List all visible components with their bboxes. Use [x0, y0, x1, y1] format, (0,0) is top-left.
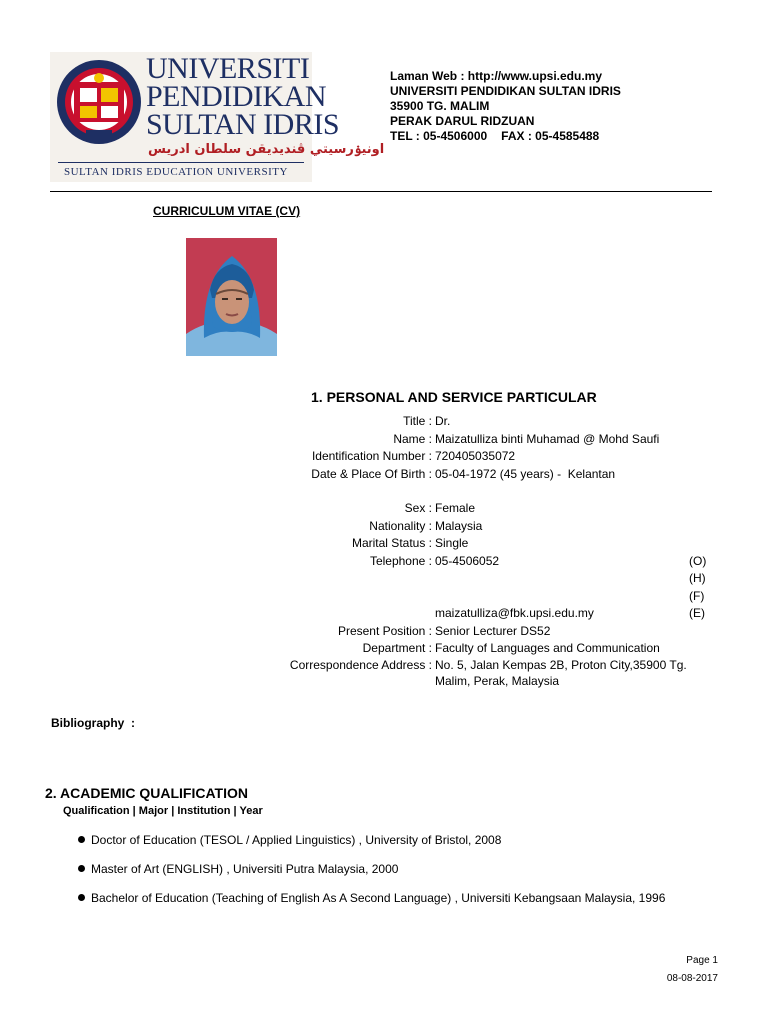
name-value: Maizatulliza binti Muhamad @ Mohd Saufi	[435, 432, 660, 446]
logo-word-sultan-idris: SULTAN IDRIS	[146, 108, 340, 141]
phone-home-tag: (H)	[689, 571, 706, 585]
header-divider	[50, 191, 712, 192]
tel-text: TEL : 05-4506000	[390, 129, 488, 143]
section-personal-heading: 1. PERSONAL AND SERVICE PARTICULAR	[311, 389, 597, 405]
qualification-text: Doctor of Education (TESOL / Applied Linguistics) , University of Bristol, 2008	[91, 833, 502, 847]
title-label: Title :	[403, 414, 432, 428]
sex-label: Sex :	[404, 501, 432, 515]
logo-word-pendidikan: PENDIDIKAN	[146, 80, 326, 113]
qualification-item	[78, 862, 398, 876]
address-value-line1: No. 5, Jalan Kempas 2B, Proton City,35900 Tg.	[435, 658, 687, 672]
phone-fax-tag: (F)	[689, 589, 705, 603]
logo-divider	[58, 162, 304, 163]
profile-photo	[186, 238, 277, 356]
qualification-text: Master of Art (ENGLISH) , Universiti Putra Malaysia, 2000	[91, 862, 399, 876]
marital-status-value: Single	[435, 536, 469, 550]
address-line-1: 35900 TG. MALIM	[390, 99, 490, 113]
name-label: Name :	[393, 432, 432, 446]
nationality-value: Malaysia	[435, 519, 483, 533]
section-academic-heading: 2. ACADEMIC QUALIFICATION	[45, 785, 248, 801]
print-date: 08-08-2017	[666, 973, 718, 984]
title-value: Dr.	[435, 414, 451, 428]
bibliography-label: Bibliography :	[51, 716, 135, 730]
university-logo	[50, 52, 385, 182]
department-value: Faculty of Languages and Communication	[435, 641, 660, 655]
logo-word-universiti: UNIVERSITI	[146, 52, 310, 85]
email-tag: (E)	[689, 606, 705, 620]
cv-title: CURRICULUM VITAE (CV)	[153, 204, 301, 218]
position-label: Present Position :	[337, 624, 432, 638]
bullet-icon	[78, 865, 85, 872]
position-value: Senior Lecturer DS52	[435, 624, 551, 638]
phone-fax-line	[390, 129, 621, 144]
telephone-label: Telephone :	[369, 554, 432, 568]
header-contact-block	[390, 69, 621, 144]
nationality-label: Nationality :	[369, 519, 432, 533]
sex-value: Female	[435, 501, 476, 515]
website-line: Laman Web : http://www.upsi.edu.my	[390, 69, 603, 83]
telephone-value: 05-4506052	[435, 554, 500, 568]
fax-text: FAX : 05-4585488	[501, 129, 600, 143]
qualification-item	[78, 891, 665, 905]
qualification-text: Bachelor of Education (Teaching of English As A Second Language) , Universiti Kebangsaan Malaysia, 1996	[91, 891, 666, 905]
email-value: maizatulliza@fbk.upsi.edu.my	[435, 606, 594, 620]
university-seal-icon	[56, 56, 142, 150]
id-number-value: 720405035072	[435, 449, 516, 463]
logo-jawi-text: اونيۏرسيتي ڤنديديقن سلطان ادريس	[148, 142, 385, 157]
address-label: Correspondence Address :	[289, 658, 432, 672]
id-number-label: Identification Number :	[311, 449, 432, 463]
bullet-icon	[78, 894, 85, 901]
address-line-2: PERAK DARUL RIDZUAN	[390, 114, 535, 128]
phone-office-tag: (O)	[689, 554, 707, 568]
logo-english-name: SULTAN IDRIS EDUCATION UNIVERSITY	[64, 166, 288, 178]
portrait-image	[186, 238, 277, 356]
section-academic-subheading: Qualification | Major | Institution | Year	[63, 805, 263, 817]
department-label: Department :	[362, 641, 432, 655]
birth-label: Date & Place Of Birth :	[311, 467, 432, 481]
university-name: UNIVERSITI PENDIDIKAN SULTAN IDRIS	[390, 84, 621, 98]
page-number: Page 1	[686, 955, 718, 966]
qualification-item	[78, 833, 501, 847]
birth-value: 05-04-1972 (45 years) - Kelantan	[435, 467, 616, 481]
address-value-line2: Malim, Perak, Malaysia	[435, 674, 560, 688]
marital-status-label: Marital Status :	[351, 536, 432, 550]
bullet-icon	[78, 836, 85, 843]
